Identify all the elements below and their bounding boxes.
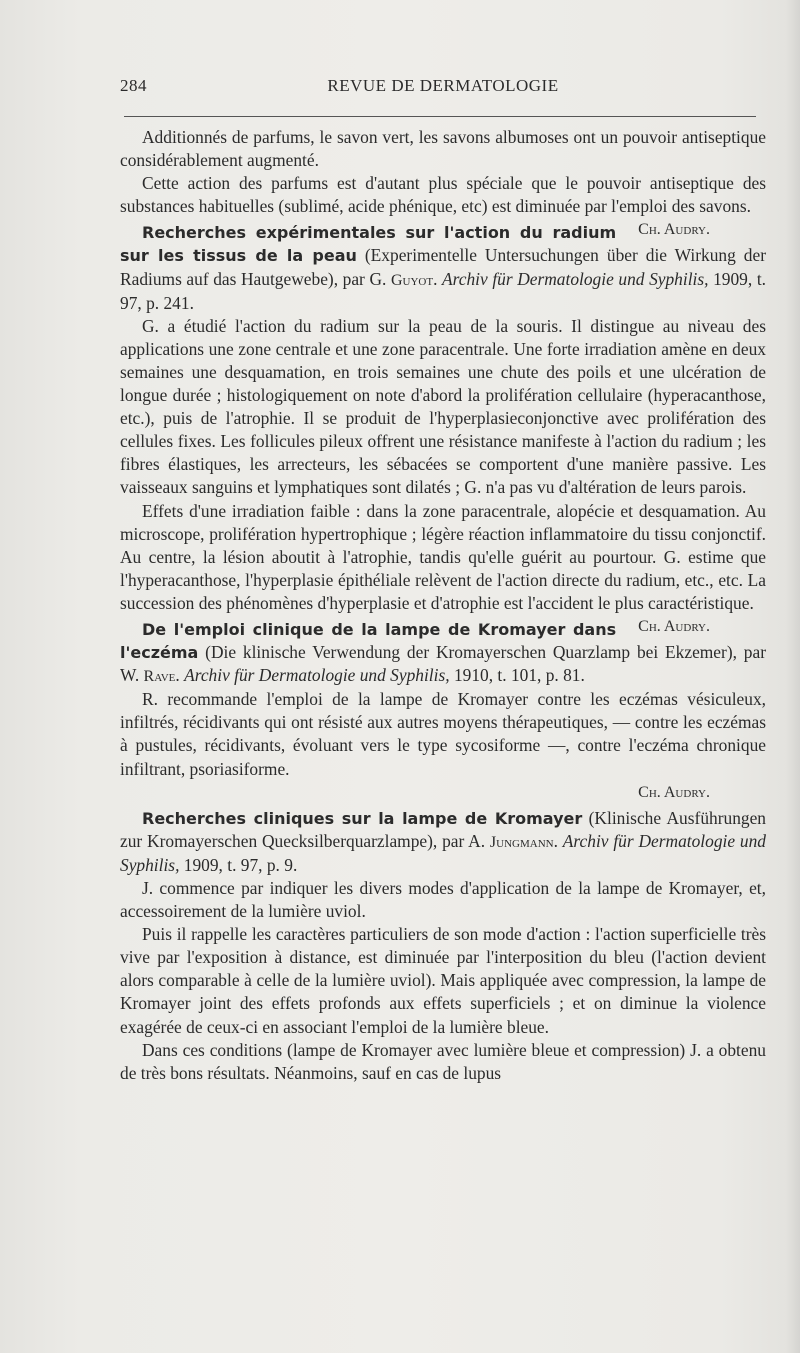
abstract-journal: Archiv für Dermatologie und Syphilis,	[120, 830, 766, 875]
paragraph: J. commence par indiquer les divers modes d'application de la lampe de Kromayer, et, accessoirement de la lumière uviol.	[120, 878, 766, 922]
abstract-author: Rave	[143, 668, 176, 686]
abstract-author: Jungmann	[489, 833, 554, 851]
paragraph: G. a étudié l'action du radium sur la peau de la souris. Il distingue au niveau des applications une zone centrale et une zone paracentrale. Une forte irradiation amène en deux semaines une desquamation, en trois semaines une chute des poils et une ulcération de longue durée ; histologiquement on note d'abord la prolifération cellulaire (hyperacanthose, etc.), puis de l'atrophie. Il se produit de l'hyperplasieconjonctive avec prolifération des cellules fixes. Les follicules pileux offrent une résistance manifeste à l'action du radium ; les fibres élastiques, les arrecteurs, les sébacées se comportent d'une manière passive. Les vaisseaux sanguins et lymphatiques sont dilatés ; G. n'a pas vu d'altération de leurs parois.	[120, 315, 766, 498]
page-number: 284	[120, 76, 147, 95]
abstract-subtitle: (Experimentelle Untersuchungen über die Wirkung der Radiums auf das Hautgewebe), par G.	[120, 245, 766, 289]
paragraph: Additionnés de parfums, le savon vert, les savons albumoses ont un pouvoir antiseptique considérablement augmenté.	[120, 127, 766, 171]
abstract-subtitle: (Klinische Ausführungen zur Kromayerschen Quecksilberquarzlampe), par A.	[120, 807, 766, 851]
paragraph: Cette action des parfums est d'autant plus spéciale que le pouvoir antiseptique des substances habituelles (sublimé, acide phénique, etc) est diminuée par l'emploi des savons. Ch. Audry.	[120, 172, 766, 218]
abstract-ref: 1909, t. 97, p. 241.	[120, 268, 766, 313]
article-body	[120, 126, 766, 1085]
abstract-author: Guyot	[390, 271, 434, 289]
abstract-journal: Archiv für Dermatologie und Syphilis,	[442, 268, 709, 289]
abstract-title: Recherches expérimentales sur l'action du radium sur les tissus de la peau	[120, 223, 617, 266]
running-title: REVUE DE DERMATOLOGIE	[327, 76, 559, 95]
page-edge-shadow	[786, 0, 800, 1353]
abstract-journal: Archiv für Dermatologie und Syphilis,	[184, 665, 450, 686]
paragraph: Puis il rappelle les caractères particuliers de son mode d'action : l'action superficielle très vive par l'exposition à distance, est diminuée par l'interposition du bleu (l'action devient alors comparable à celle de la lumière uviol). Mais appliquée avec compression, la lampe de Kromayer joint des effets profonds aux effets superficiels ; et on diminue la violence exagérée de ceux-ci en associant l'emploi de la lumière bleue.	[120, 924, 766, 1037]
abstract-title: De l'emploi clinique de la lampe de Kromayer dans l'eczéma	[120, 619, 617, 663]
paragraph: Dans ces conditions (lampe de Kromayer avec lumière bleue et compression) J. a obtenu de très bons résultats. Néanmoins, sauf en cas de lupus	[120, 1039, 766, 1083]
signature: Ch. Audry.	[638, 617, 710, 635]
signature: Ch. Audry.	[638, 221, 710, 239]
abstract-title: Recherches cliniques sur la lampe de Kromayer	[142, 808, 583, 828]
abstract-heading: Recherches expérimentales sur l'action du radium sur les tissus de la peau (Experimentelle Untersuchungen über die Wirkung der Radiums auf das Hautgewebe), par G. Guyot. Archiv für Dermatologie und Syphilis, 1909, t. 97, p. 241.	[120, 223, 766, 313]
abstract-ref: 1909, t. 97, p. 9.	[179, 854, 298, 875]
header-rule	[124, 116, 756, 117]
paragraph: Effets d'une irradiation faible : dans la zone paracentrale, alopécie et desquamation. Au microscope, prolifération hypertrophique ; légère réaction inflammatoire du tissu conjonctif. Au centre, la lésion aboutit à l'atrophie, tandis qu'elle guérit au pourtour. G. estime que l'hyperacanthose, l'hyperplasie épithéliale relèvent de l'action directe du radium, etc., etc. La succession des phénomènes d'hyperplasie et d'atrophie est l'accident le plus caractéristique. Ch. Audry.	[120, 500, 766, 615]
signature: Ch. Audry.	[638, 783, 710, 801]
abstract-ref: 1910, t. 101, p. 81.	[449, 665, 585, 686]
abstract-heading: De l'emploi clinique de la lampe de Kromayer dans l'eczéma (Die klinische Verwendung der Kromayerschen Quarzlamp bei Ekzemer), par W. Rave. Archiv für Dermatologie und Syphilis, 1910, t. 101, p. 81.	[120, 619, 766, 686]
paragraph: R. recommande l'emploi de la lampe de Kromayer contre les eczémas vésiculeux, infiltrés, récidivants qui ont résisté aux autres moyens thérapeutiques, — contre les eczémas à pustules, récidivants, évoluant vers le type sycosiforme —, contre l'eczéma chronique infiltrant, psoriasiforme.	[120, 689, 766, 779]
abstract-subtitle: (Die klinische Verwendung der Kromayerschen Quarzlamp bei Ekzemer), par W.	[120, 642, 766, 686]
abstract-heading: Recherches cliniques sur la lampe de Kromayer (Klinische Ausführungen zur Kromayerschen Quecksilberquarzlampe), par A. Jungmann. Archiv für Dermatologie und Syphilis, 1909, t. 97, p. 9.	[120, 807, 766, 875]
